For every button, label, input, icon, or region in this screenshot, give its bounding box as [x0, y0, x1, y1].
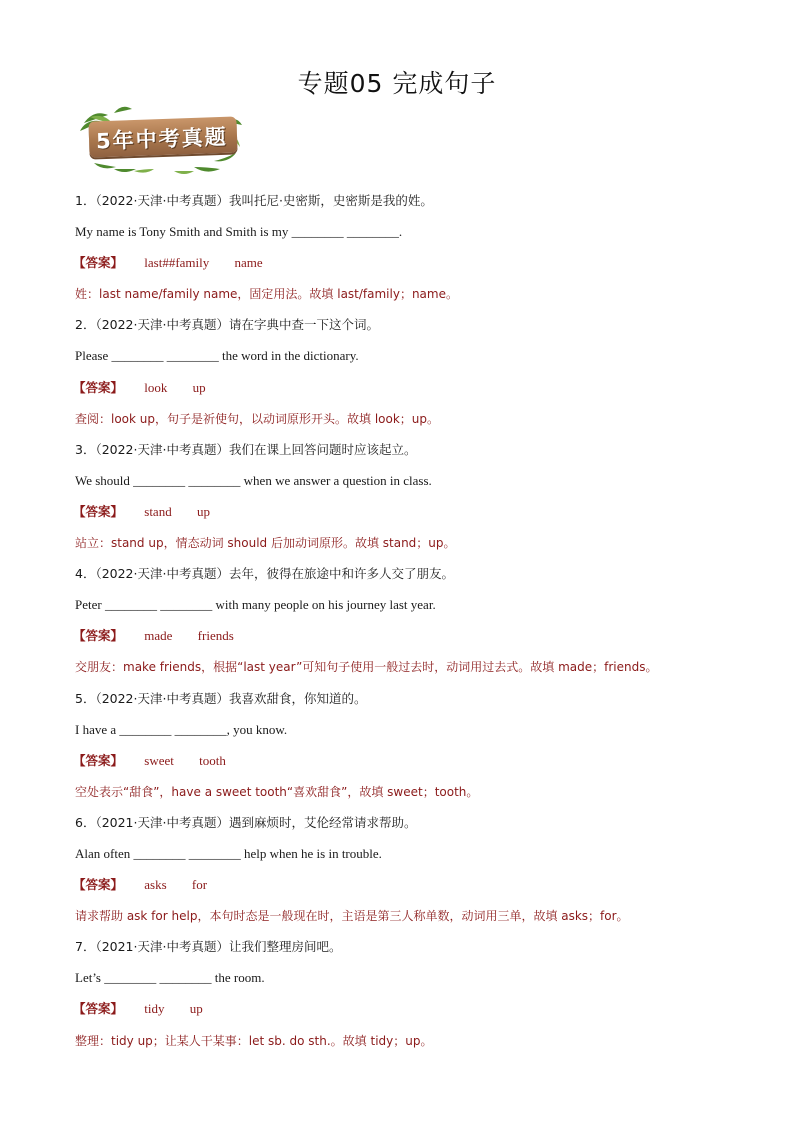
answer-explanation: 查阅：look up，句子是祈使句，以动词原形开头。故填 look；up。 — [75, 411, 440, 426]
answer-line — [75, 625, 735, 656]
answer-word: tooth — [199, 752, 226, 768]
question-stem: 4．（2022·天津·中考真题）去年，彼得在旅途中和许多人交了朋友。 — [75, 566, 454, 582]
question-sentence: Peter ________ ________ with many people on his journey last year. — [75, 597, 436, 613]
badge-label: 5年中考真题 — [95, 124, 229, 154]
exam-badge — [74, 103, 244, 181]
answer-tag: 【答案】 — [73, 628, 124, 644]
answer-line — [75, 874, 735, 905]
answer-word: sweet — [144, 752, 174, 768]
answer-word: tidy — [144, 1001, 165, 1017]
answer-tag: 【答案】 — [73, 255, 124, 271]
answer-explanation: 站立：stand up，情态动词 should 后加动词原形。故填 stand；up。 — [75, 536, 456, 551]
answer-word: last##family — [144, 255, 210, 271]
answer-tag: 【答案】 — [73, 379, 124, 395]
answer-line — [75, 377, 735, 408]
answer-word: stand — [144, 503, 172, 519]
question-sentence: Let’s ________ ________ the room. — [75, 970, 265, 986]
question-stem: 7．（2021·天津·中考真题）让我们整理房间吧。 — [75, 939, 342, 955]
answer-word: for — [191, 877, 208, 893]
answer-explanation: 整理：tidy up；让某人干某事：let sb. do sth.。故填 tidy；up。 — [75, 1033, 433, 1048]
answer-word: made — [144, 628, 173, 644]
question-stem: 2．（2022·天津·中考真题）请在字典中查一下这个词。 — [75, 317, 379, 333]
answer-line — [75, 501, 735, 532]
question-stem: 5．（2022·天津·中考真题）我喜欢甜食，你知道的。 — [75, 690, 367, 706]
question-sentence: We should ________ ________ when we answer a question in class. — [75, 472, 432, 488]
answer-line — [75, 750, 735, 781]
answer-word: name — [234, 255, 263, 271]
question-sentence: Alan often ________ ________ help when he is in trouble. — [75, 845, 382, 861]
answer-explanation: 请求帮助 ask for help，本句时态是一般现在时，主语是第三人称单数，动词用三单，故填 asks；for。 — [75, 909, 629, 924]
answer-tag: 【答案】 — [73, 1001, 124, 1017]
answer-word: up — [196, 503, 210, 519]
answer-line — [75, 998, 735, 1029]
answer-word: friends — [197, 628, 234, 644]
question-stem: 3．（2022·天津·中考真题）我们在课上回答问题时应该起立。 — [75, 441, 417, 457]
answer-explanation: 交朋友：make friends，根据“last year”可知句子使用一般过去时，动词用过去式。故填 made；friends。 — [75, 660, 658, 675]
answer-explanation: 姓：last name/family name，固定用法。故填 last/family；name。 — [75, 287, 458, 302]
question-sentence: My name is Tony Smith and Smith is my ________ ________. — [75, 224, 403, 240]
answer-tag: 【答案】 — [73, 877, 124, 893]
answer-explanation: 空处表示“甜食”，have a sweet tooth“喜欢甜食”，故填 sweet；tooth。 — [75, 784, 479, 799]
question-stem: 6．（2021·天津·中考真题）遇到麻烦时，艾伦经常请求帮助。 — [75, 814, 417, 830]
answer-tag: 【答案】 — [73, 503, 124, 519]
question-stem: 1．（2022·天津·中考真题）我叫托尼·史密斯，史密斯是我的姓。 — [75, 193, 433, 208]
answer-tag: 【答案】 — [73, 752, 124, 768]
question-sentence: I have a ________ ________, you know. — [75, 721, 288, 737]
answer-line — [75, 252, 735, 283]
answer-word: up — [189, 1001, 203, 1017]
question-sentence: Please ________ ________ the word in the dictionary. — [75, 348, 359, 364]
page-title: 专题05 完成句子 — [297, 69, 497, 98]
answer-word: look — [144, 379, 168, 395]
answer-word: up — [192, 379, 206, 395]
answer-word: asks — [144, 877, 167, 893]
question-list — [75, 190, 735, 1061]
